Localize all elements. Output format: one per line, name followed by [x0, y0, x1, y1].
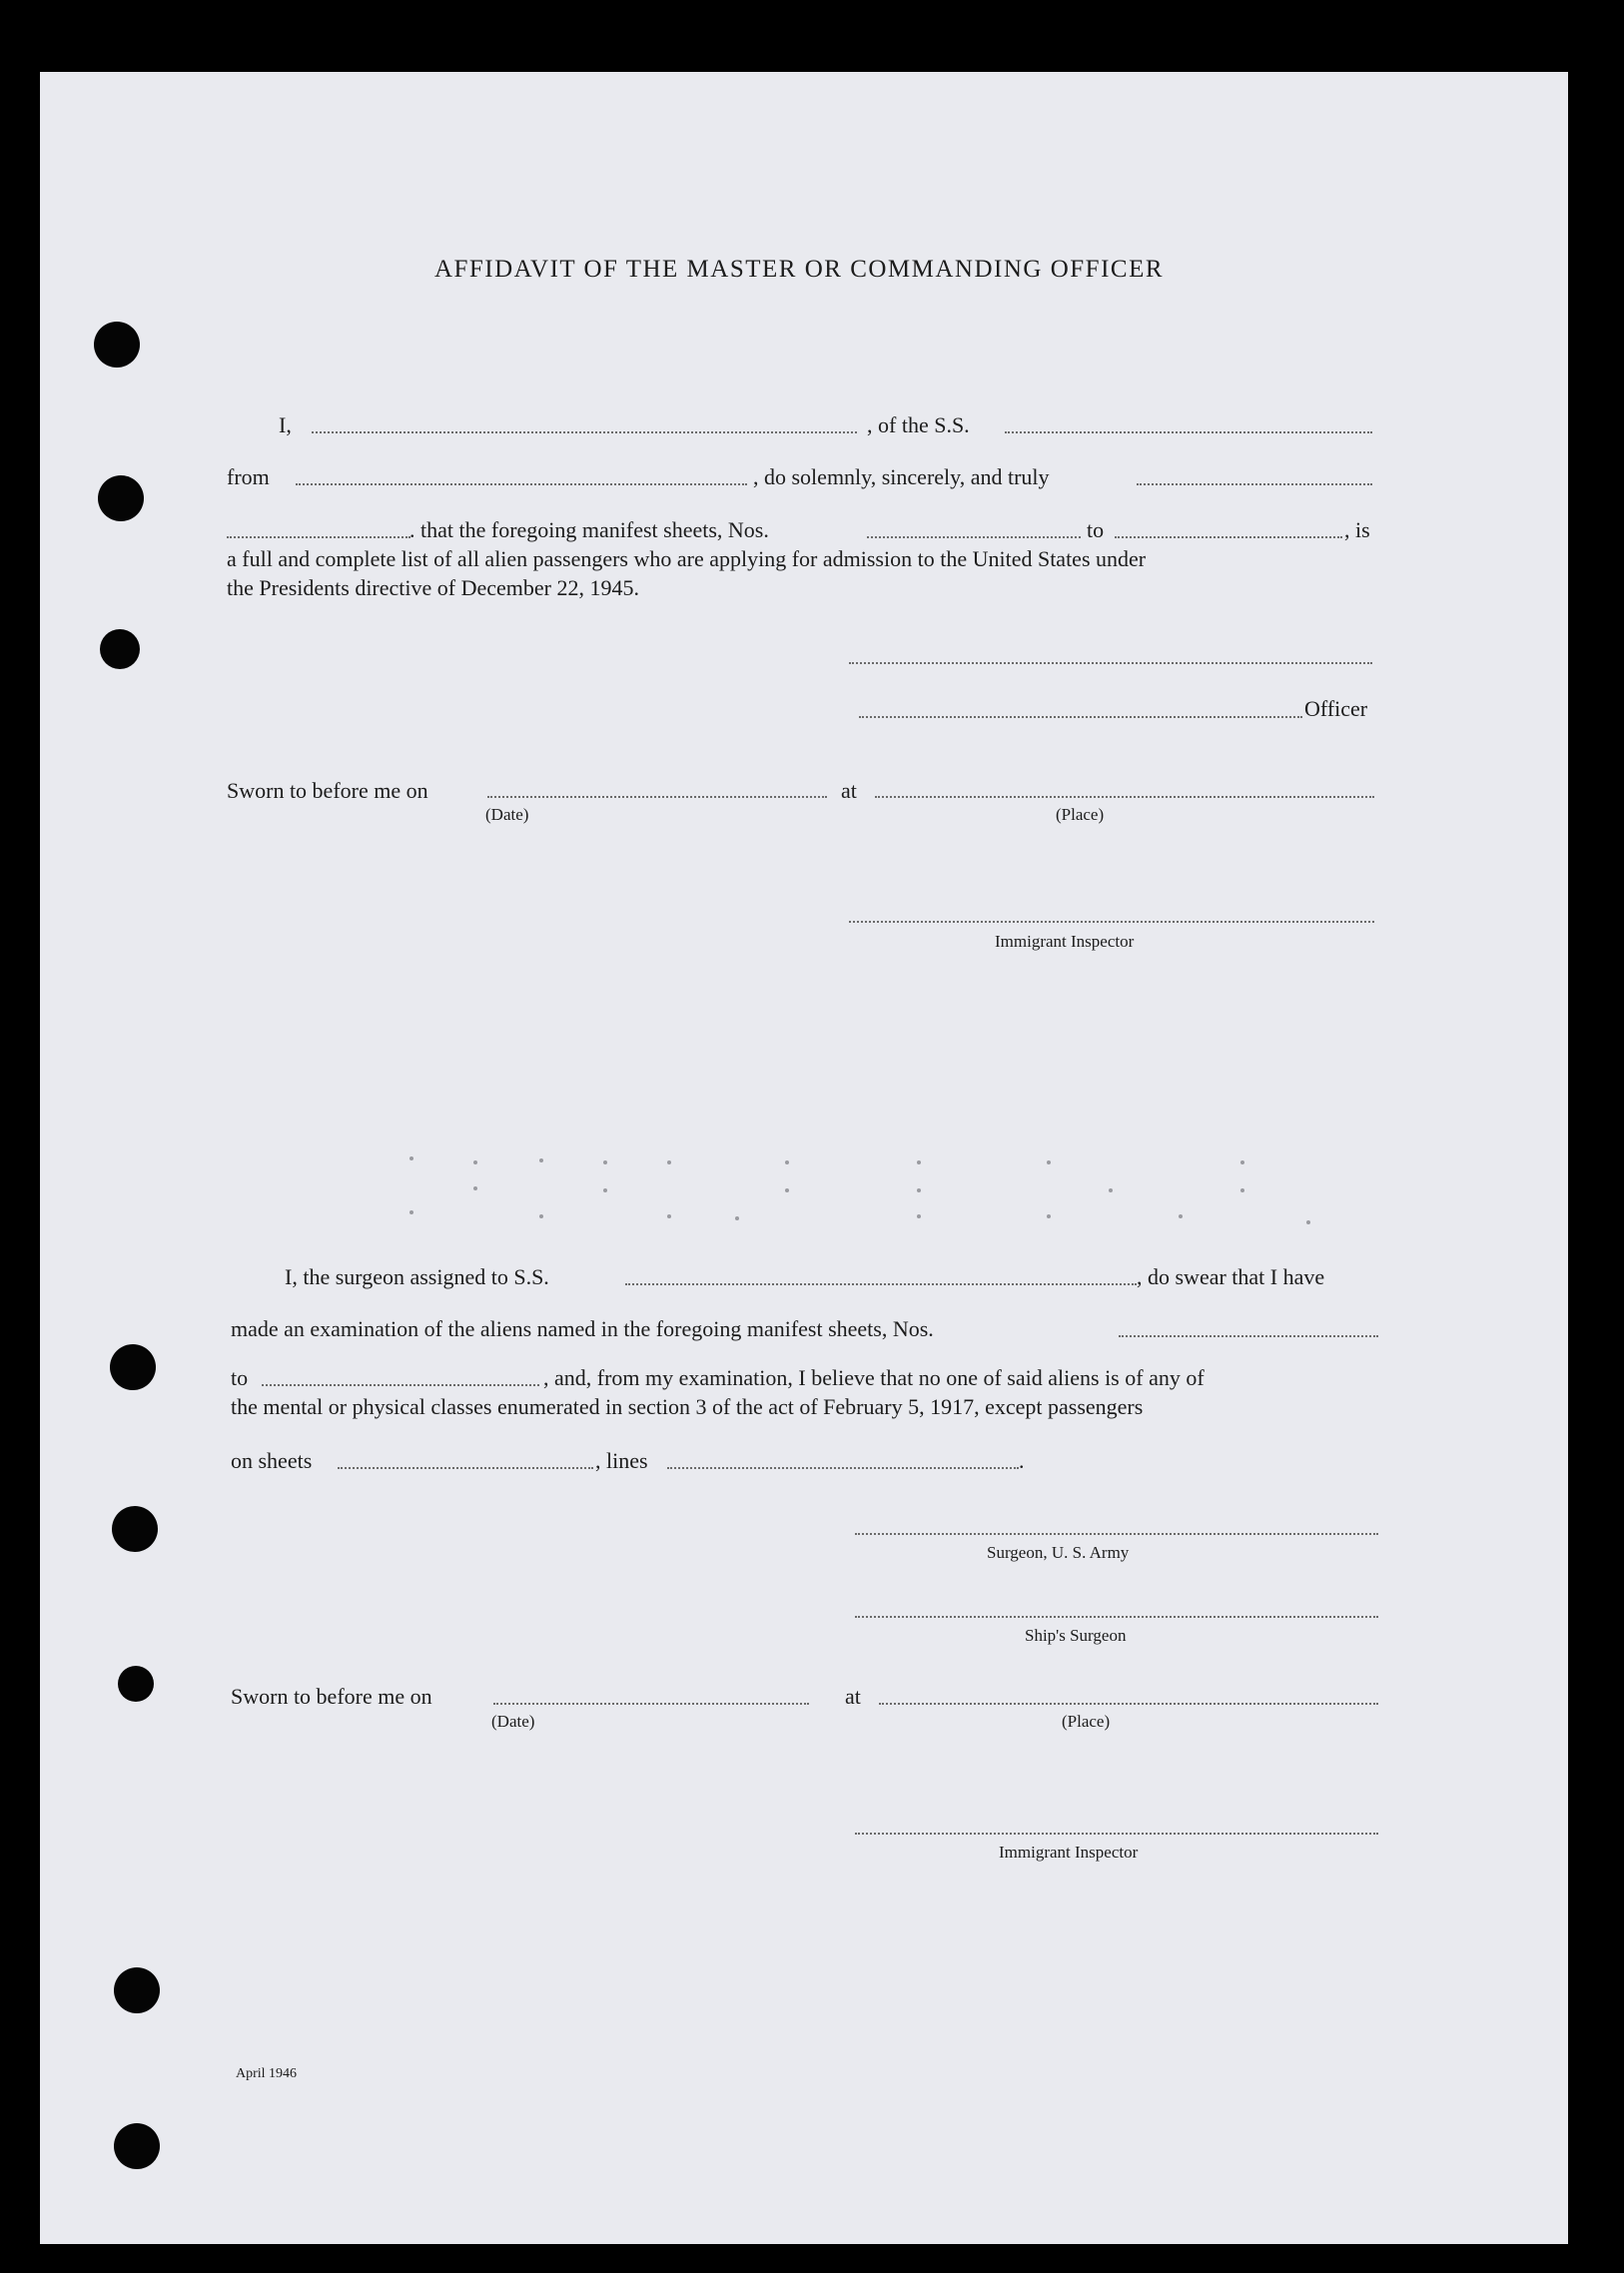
- master-nos-to-field[interactable]: [1115, 536, 1342, 538]
- paper-speck: [473, 1186, 477, 1190]
- paper-speck: [1240, 1160, 1244, 1164]
- surgeon-ship-field[interactable]: [625, 1283, 1137, 1285]
- paper-speck: [735, 1216, 739, 1220]
- surgeon-sworn-date-field[interactable]: [493, 1703, 809, 1705]
- master-line5: the Presidents directive of December 22, 1945.: [227, 575, 639, 600]
- paper-speck: [917, 1214, 921, 1218]
- master-of-ss: , of the S.S.: [867, 412, 970, 437]
- surgeon-period: .: [1019, 1448, 1025, 1473]
- master-place-label: (Place): [1056, 805, 1105, 824]
- master-from: from: [227, 464, 270, 489]
- master-to: to: [1087, 517, 1105, 542]
- paper-speck: [1109, 1188, 1113, 1192]
- paper-speck: [1047, 1214, 1051, 1218]
- ship-surgeon-signature-line[interactable]: [855, 1616, 1378, 1618]
- paper-speck: [785, 1188, 789, 1192]
- paper-speck: [409, 1210, 413, 1214]
- master-date-label: (Date): [485, 805, 529, 824]
- master-sworn-date-field[interactable]: [487, 796, 827, 798]
- master-sworn-place-field[interactable]: [875, 796, 1374, 798]
- punch-hole: [114, 1967, 160, 2013]
- punch-hole: [100, 629, 140, 669]
- paper-speck: [667, 1160, 671, 1164]
- paper-speck: [917, 1160, 921, 1164]
- surgeon-line3: , and, from my examination, I believe that no one of said aliens is of any of: [543, 1365, 1205, 1390]
- paper-speck: [667, 1214, 671, 1218]
- master-that: . that the foregoing manifest sheets, Nos.: [409, 517, 769, 542]
- surgeon-sworn-place-field[interactable]: [879, 1703, 1378, 1705]
- master-signature-line[interactable]: [849, 662, 1372, 664]
- surgeon-sheets-field[interactable]: [338, 1467, 593, 1469]
- surgeon-swear: , do swear that I have: [1137, 1264, 1325, 1289]
- master-at: at: [841, 778, 857, 803]
- paper-speck: [603, 1160, 607, 1164]
- paper-speck: [1047, 1160, 1051, 1164]
- master-i: I,: [279, 412, 292, 437]
- ship-surgeon-label: Ship's Surgeon: [1025, 1626, 1127, 1645]
- paper-speck: [1306, 1220, 1310, 1224]
- paper-speck: [603, 1188, 607, 1192]
- paper-speck: [539, 1214, 543, 1218]
- paper-speck: [473, 1160, 477, 1164]
- master-oath-field[interactable]: [1137, 483, 1372, 485]
- paper-speck: [785, 1160, 789, 1164]
- punch-hole: [112, 1506, 158, 1552]
- paper-speck: [917, 1188, 921, 1192]
- master-from-field[interactable]: [296, 483, 747, 485]
- form-date: April 1946: [236, 2066, 298, 2081]
- army-surgeon-signature-line[interactable]: [855, 1533, 1378, 1535]
- surgeon-place-label: (Place): [1062, 1712, 1111, 1731]
- paper-speck: [539, 1158, 543, 1162]
- paper-speck: [409, 1156, 413, 1160]
- punch-hole: [110, 1344, 156, 1390]
- punch-hole: [98, 475, 144, 521]
- paper-speck: [1179, 1214, 1183, 1218]
- surgeon-inspector-signature-line[interactable]: [855, 1833, 1378, 1835]
- surgeon-nos-to-field[interactable]: [262, 1384, 539, 1386]
- surgeon-lines-field[interactable]: [667, 1467, 1019, 1469]
- master-nos-from-field[interactable]: [867, 536, 1081, 538]
- master-name-field[interactable]: [312, 431, 857, 433]
- master-ship-field[interactable]: [1005, 431, 1372, 433]
- punch-hole: [94, 322, 140, 368]
- master-sworn: Sworn to before me on: [227, 778, 428, 803]
- master-swear: , do solemnly, sincerely, and truly: [753, 464, 1050, 489]
- surgeon-line1: I, the surgeon assigned to S.S.: [285, 1264, 549, 1289]
- document-page: [40, 72, 1568, 2244]
- master-line4: a full and complete list of all alien passengers who are applying for admission to the United States under: [227, 546, 1147, 571]
- paper-speck: [1240, 1188, 1244, 1192]
- master-inspector-label: Immigrant Inspector: [995, 932, 1135, 951]
- document-title: AFFIDAVIT OF THE MASTER OR COMMANDING OFFICER: [433, 256, 1165, 283]
- master-is: , is: [1344, 517, 1370, 542]
- surgeon-line2: made an examination of the aliens named in the foregoing manifest sheets, Nos.: [231, 1316, 934, 1341]
- punch-hole: [118, 1666, 154, 1702]
- surgeon-line4: the mental or physical classes enumerated in section 3 of the act of February 5, 1917, except passengers: [231, 1394, 1144, 1419]
- punch-hole: [114, 2123, 160, 2169]
- surgeon-nos-from-field[interactable]: [1119, 1335, 1378, 1337]
- master-oath-word-field[interactable]: [227, 536, 410, 538]
- surgeon-lines: , lines: [595, 1448, 648, 1473]
- surgeon-to: to: [231, 1365, 249, 1390]
- master-inspector-signature-line[interactable]: [849, 921, 1374, 923]
- surgeon-on-sheets: on sheets: [231, 1448, 313, 1473]
- officer-label: Officer: [1304, 696, 1368, 721]
- army-surgeon-label: Surgeon, U. S. Army: [987, 1543, 1130, 1562]
- surgeon-at: at: [845, 1684, 861, 1709]
- surgeon-inspector-label: Immigrant Inspector: [999, 1843, 1139, 1862]
- surgeon-date-label: (Date): [491, 1712, 535, 1731]
- surgeon-sworn: Sworn to before me on: [231, 1684, 432, 1709]
- officer-signature-line[interactable]: [859, 716, 1302, 718]
